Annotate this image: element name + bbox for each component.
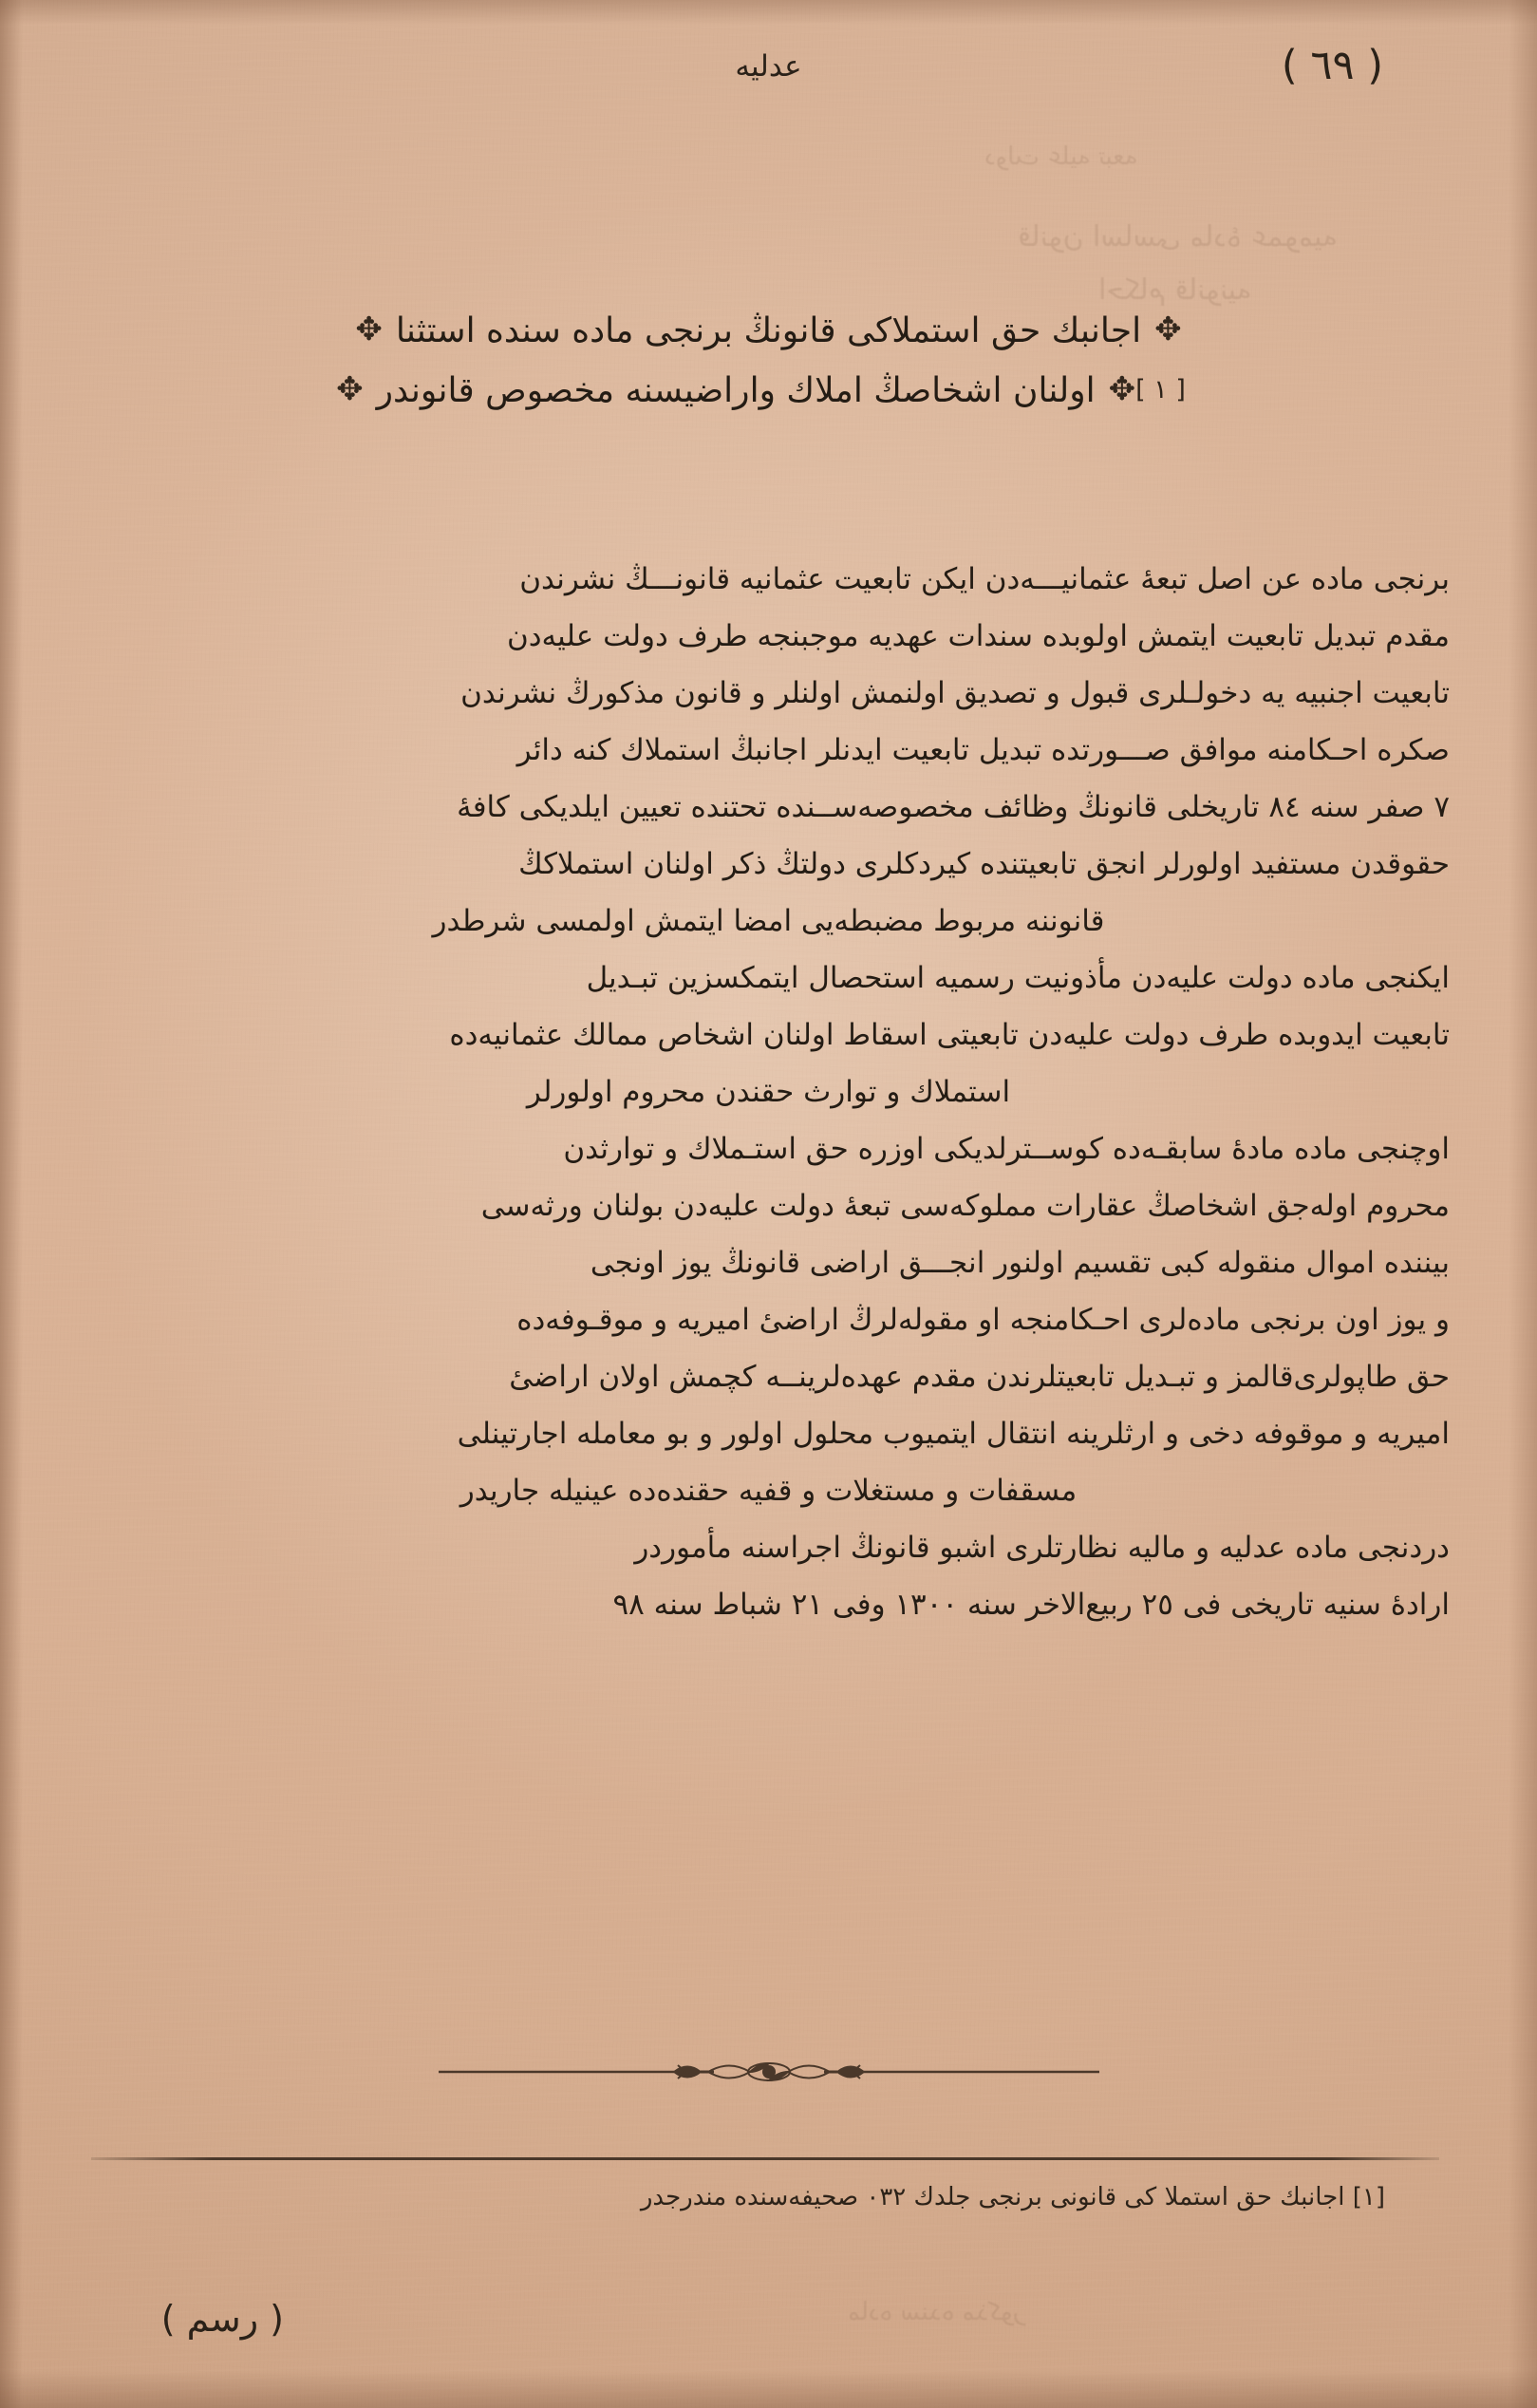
- body-line: حق طاپولری‌قالمز و تبـديل تابعيتلرندن مقدم عهده‌لرينــه كچمش اولان اراضیٔ: [509, 1360, 1450, 1394]
- body-line: اميريه و موقوفه دخی و ارثلرينه انتقال ايتميوب محلول اولور و بو معامله اجارتينلی: [457, 1417, 1450, 1451]
- scan-edge-shadow-bottom: [0, 2370, 1537, 2408]
- title-block: [0, 310, 1537, 410]
- body-line: دردنجی ماده عدليه و ماليه نظارتلری اشبو قانونڭ اجراسنه مأموردر: [634, 1531, 1450, 1565]
- body-line: تابعيت ايدوبده طرف دولت عليه‌دن تابعيتی اسقاط اولنان اشخاص ممالك عثمانيه‌ده: [449, 1018, 1450, 1052]
- body-line: استملاك و توارث حقندن محروم اولورلر: [526, 1075, 1011, 1109]
- body-line: ٧ صفر سنه ٨٤ تاريخلی قانونڭ وظائف مخصوصه‌ســنده تحتنده تعيين ايلديكی كافهٔ: [457, 790, 1450, 824]
- footnote-separator-rule: [91, 2157, 1439, 2160]
- article-4: [87, 1519, 1450, 1633]
- scan-edge-shadow-top: [0, 0, 1537, 25]
- page-header: [0, 36, 1537, 103]
- title-footnote-marker: [ ١ ]: [1135, 375, 1186, 404]
- body-line: قانوننه مربوط مضبطه‌يی امضا ايتمش اولمسی شرطدر: [432, 904, 1105, 938]
- bleed-through-text: دولت عليه تبعه: [984, 142, 1138, 171]
- ornament-right-icon: ✥: [336, 370, 364, 408]
- body-line: برنجی ماده عن اصل تبعهٔ عثمانیـــه‌دن ايكن تابعيت عثمانيه قانونـــڭ نشرندن: [519, 562, 1450, 596]
- body-line: ايكنجی ماده دولت عليه‌دن مأذونيت رسميه استحصال ايتمكسزين تبـديل: [586, 961, 1450, 995]
- title-line-2-text: اولنان اشخاصڭ املاك واراضیسنه مخصوص قانوندر: [376, 371, 1096, 410]
- body-line: ارادهٔ سنيه تاريخی فی ٢٥ ربيع‌الاخر سنه ١٣٠٠ وفی ٢١ شباط سنه ٩٨: [612, 1588, 1450, 1622]
- body-line: اوچنجی ماده مادهٔ سابقـه‌ده كوســترلديكی اوزره حق استـملاك و توارثدن: [563, 1132, 1450, 1166]
- bleed-through-text: قانون اساسی مادهٔ عموميه: [1018, 220, 1338, 254]
- title-line-1: [0, 310, 1537, 350]
- article-1: [87, 551, 1450, 950]
- ornament-left-icon: ✥: [1154, 310, 1182, 348]
- body-line: و يوز اون برنجی ماده‌لری احـكامنجه او مقوله‌لرڭ اراضیٔ اميريه و موقـوفه‌ده: [516, 1303, 1450, 1337]
- page-number: ( ٩٦ ): [1281, 42, 1383, 89]
- article-2: [87, 950, 1450, 1120]
- body-line: مقدم تبديل تابعيت ايتمش اولوبده سندات عهديه موجبنجه طرف دولت عليه‌دن: [506, 619, 1450, 653]
- ornamental-divider: [0, 2051, 1537, 2089]
- divider-icon: [437, 2051, 1101, 2089]
- article-3: [87, 1120, 1450, 1519]
- body-line: محروم اوله‌جق اشخاصڭ عقارات مملوكه‌سی تبعهٔ دولت عليه‌دن بولنان ورثه‌سی: [480, 1189, 1450, 1223]
- body-line: حقوقدن مستفيد اولورلر انجق تابعيتنده كيردكلری دولتڭ ذكر اولنان استملاكڭ: [518, 847, 1450, 881]
- body-line: بيننده اموال منقوله كبی تقسيم اولنور انجـــق اراضی قانونڭ يوز اونجی: [590, 1246, 1450, 1280]
- bleed-through-text: ماده سنده مذكور: [847, 2298, 1024, 2326]
- document-body: [87, 551, 1450, 1633]
- bottom-note: ( رسم ): [160, 2298, 284, 2340]
- footnote-text: [١] اجانبك حق استملا كی قانونی برنجی جلدك ٢٣٠ صحيفه‌سنده مندرجدر: [640, 2183, 1385, 2211]
- ornament-right-icon: ✥: [355, 310, 383, 348]
- body-line: صكره احـكامنه موافق صـــورتده تبديل تابعيت ايدنلر اجانبڭ استملاك كنه دائر: [516, 733, 1450, 767]
- title-line-1-text: اجانبك حق استملاكی قانونڭ برنجی ماده سنده استثنا: [395, 311, 1142, 350]
- body-line: تابعيت اجنبيه يه دخولـلری قبول و تصديق اولنمش اولنلر و قانون مذكورڭ نشرندن: [460, 676, 1450, 710]
- body-line: مسقفات و مستغلات و قفيه حقنده‌ده عينيله جاريدر: [459, 1474, 1078, 1508]
- title-line-2: [0, 370, 1537, 410]
- ornament-left-icon: ✥: [1108, 370, 1136, 408]
- bleed-through-text: احكام قانونيه: [1098, 273, 1252, 307]
- header-keyword: عدليه: [735, 49, 802, 84]
